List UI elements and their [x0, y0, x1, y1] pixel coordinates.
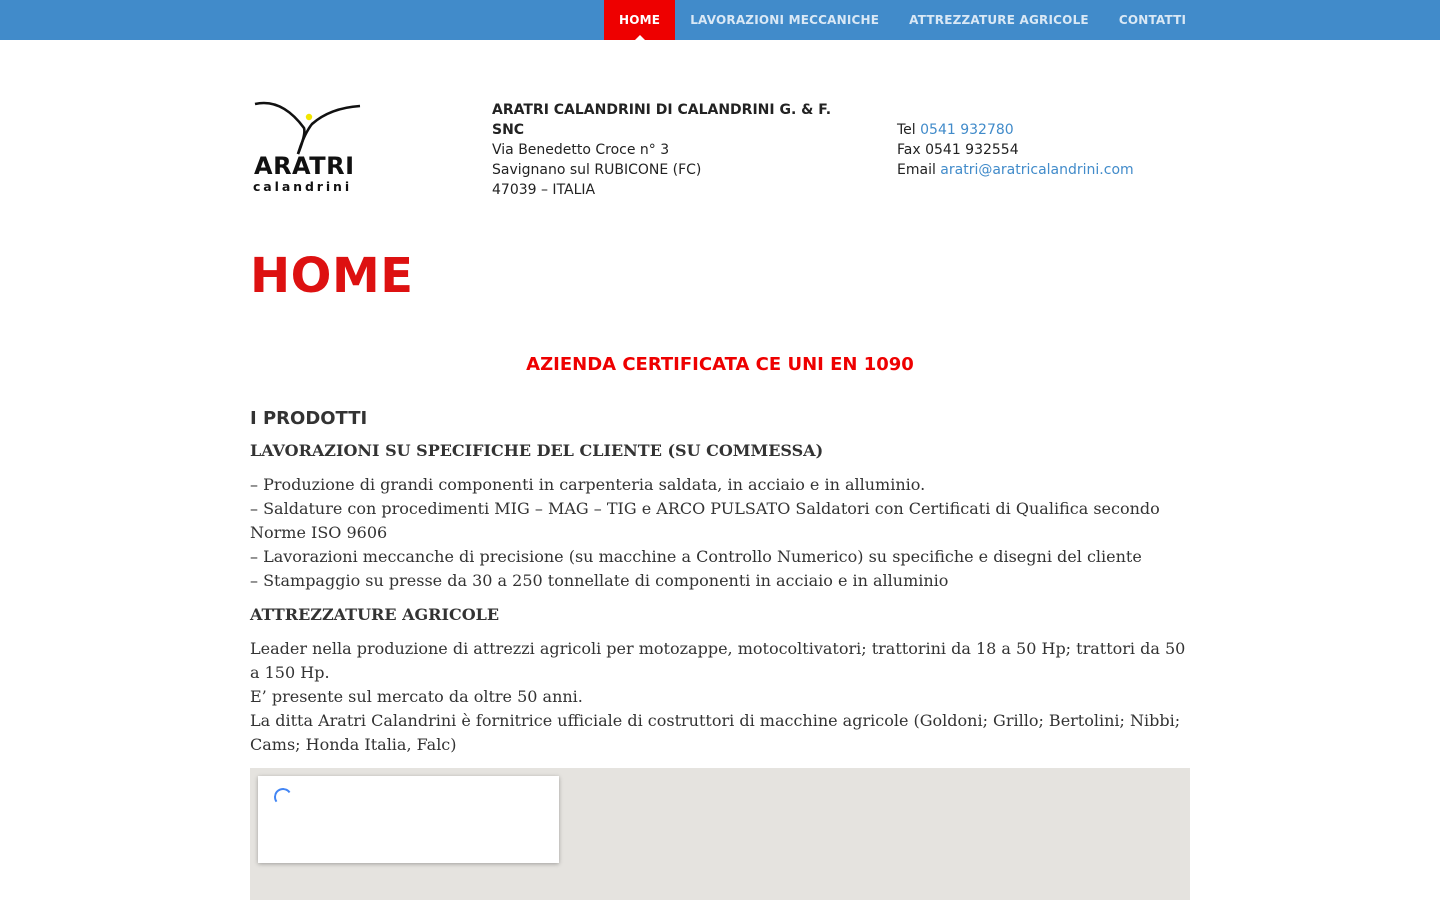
nav-item-label: LAVORAZIONI MECCANICHE [690, 13, 880, 27]
email-label: Email [897, 162, 936, 178]
plough-arc-icon [252, 98, 364, 158]
address-city: Savignano sul RUBICONE (FC) [492, 162, 702, 178]
active-caret-icon [635, 35, 645, 40]
phone-row [897, 120, 1134, 140]
nav-item-label: HOME [619, 13, 661, 27]
list-item: – Lavorazioni meccanche di precisione (su macchine a Controllo Numerico) su specifiche e disegni del cliente [250, 547, 1142, 566]
company-address [492, 100, 852, 200]
map-info-card [258, 776, 559, 863]
loading-spinner-icon [273, 787, 294, 808]
section-heading-agricultural: ATTREZZATURE AGRICOLE [250, 605, 500, 624]
address-street: Via Benedetto Croce n° 3 [492, 142, 670, 158]
nav-item-label: CONTATTI [1118, 13, 1187, 27]
nav-item-lavorazioni-meccaniche[interactable] [675, 0, 894, 40]
certification-banner: AZIENDA CERTIFICATA CE UNI EN 1090 [526, 354, 914, 375]
logo-subtitle: calandrini [253, 179, 353, 194]
agricultural-description [250, 637, 1190, 757]
embedded-map[interactable] [250, 768, 1190, 900]
top-navbar [0, 0, 1440, 40]
logo-wordmark: ARATRI [254, 152, 355, 180]
list-item: – Saldature con procedimenti MIG – MAG – TIG e ARCO PULSATO Saldatori con Certificati di Qualifica secondo Norme ISO 9606 [250, 499, 1160, 542]
email-row [897, 160, 1134, 180]
site-logo[interactable] [252, 98, 364, 196]
paragraph-line: Leader nella produzione di attrezzi agricoli per motozappe, motocoltivatori; trattorini da 18 a 50 Hp; trattori da 50 a 150 Hp. [250, 639, 1186, 682]
products-heading: I PRODOTTI [250, 408, 368, 429]
phone-link[interactable]: 0541 932780 [920, 122, 1014, 138]
email-link[interactable]: aratri@aratricalandrini.com [940, 162, 1134, 178]
nav-item-home[interactable] [604, 0, 675, 40]
fax-label: Fax [897, 142, 921, 158]
paragraph-line: La ditta Aratri Calandrini è fornitrice ufficiale di costruttori di macchine agricole (Goldoni; Grillo; Bertolini; Nibbi; Cams; Honda Italia, Falc) [250, 711, 1181, 754]
custom-work-list [250, 473, 1190, 593]
fax-value: 0541 932554 [925, 142, 1019, 158]
list-item: – Stampaggio su presse da 30 a 250 tonnellate di componenti in acciaio e in alluminio [250, 571, 949, 590]
contact-info [897, 120, 1134, 180]
section-heading-custom-work: LAVORAZIONI SU SPECIFICHE DEL CLIENTE (SU COMMESSA) [250, 441, 824, 460]
company-name: ARATRI CALANDRINI DI CALANDRINI G. & F. SNC [492, 102, 832, 138]
nav-item-label: ATTREZZATURE AGRICOLE [909, 13, 1089, 27]
paragraph-line: E’ presente sul mercato da oltre 50 anni. [250, 687, 583, 706]
list-item: – Produzione di grandi componenti in carpenteria saldata, in acciaio e in alluminio. [250, 475, 926, 494]
phone-label: Tel [897, 122, 916, 138]
address-postcode: 47039 – ITALIA [492, 182, 596, 198]
nav-item-attrezzature-agricole[interactable] [894, 0, 1104, 40]
nav-item-contatti[interactable] [1104, 0, 1201, 40]
page-title: HOME [250, 248, 414, 304]
main-nav [604, 0, 1201, 40]
fax-row [897, 140, 1134, 160]
